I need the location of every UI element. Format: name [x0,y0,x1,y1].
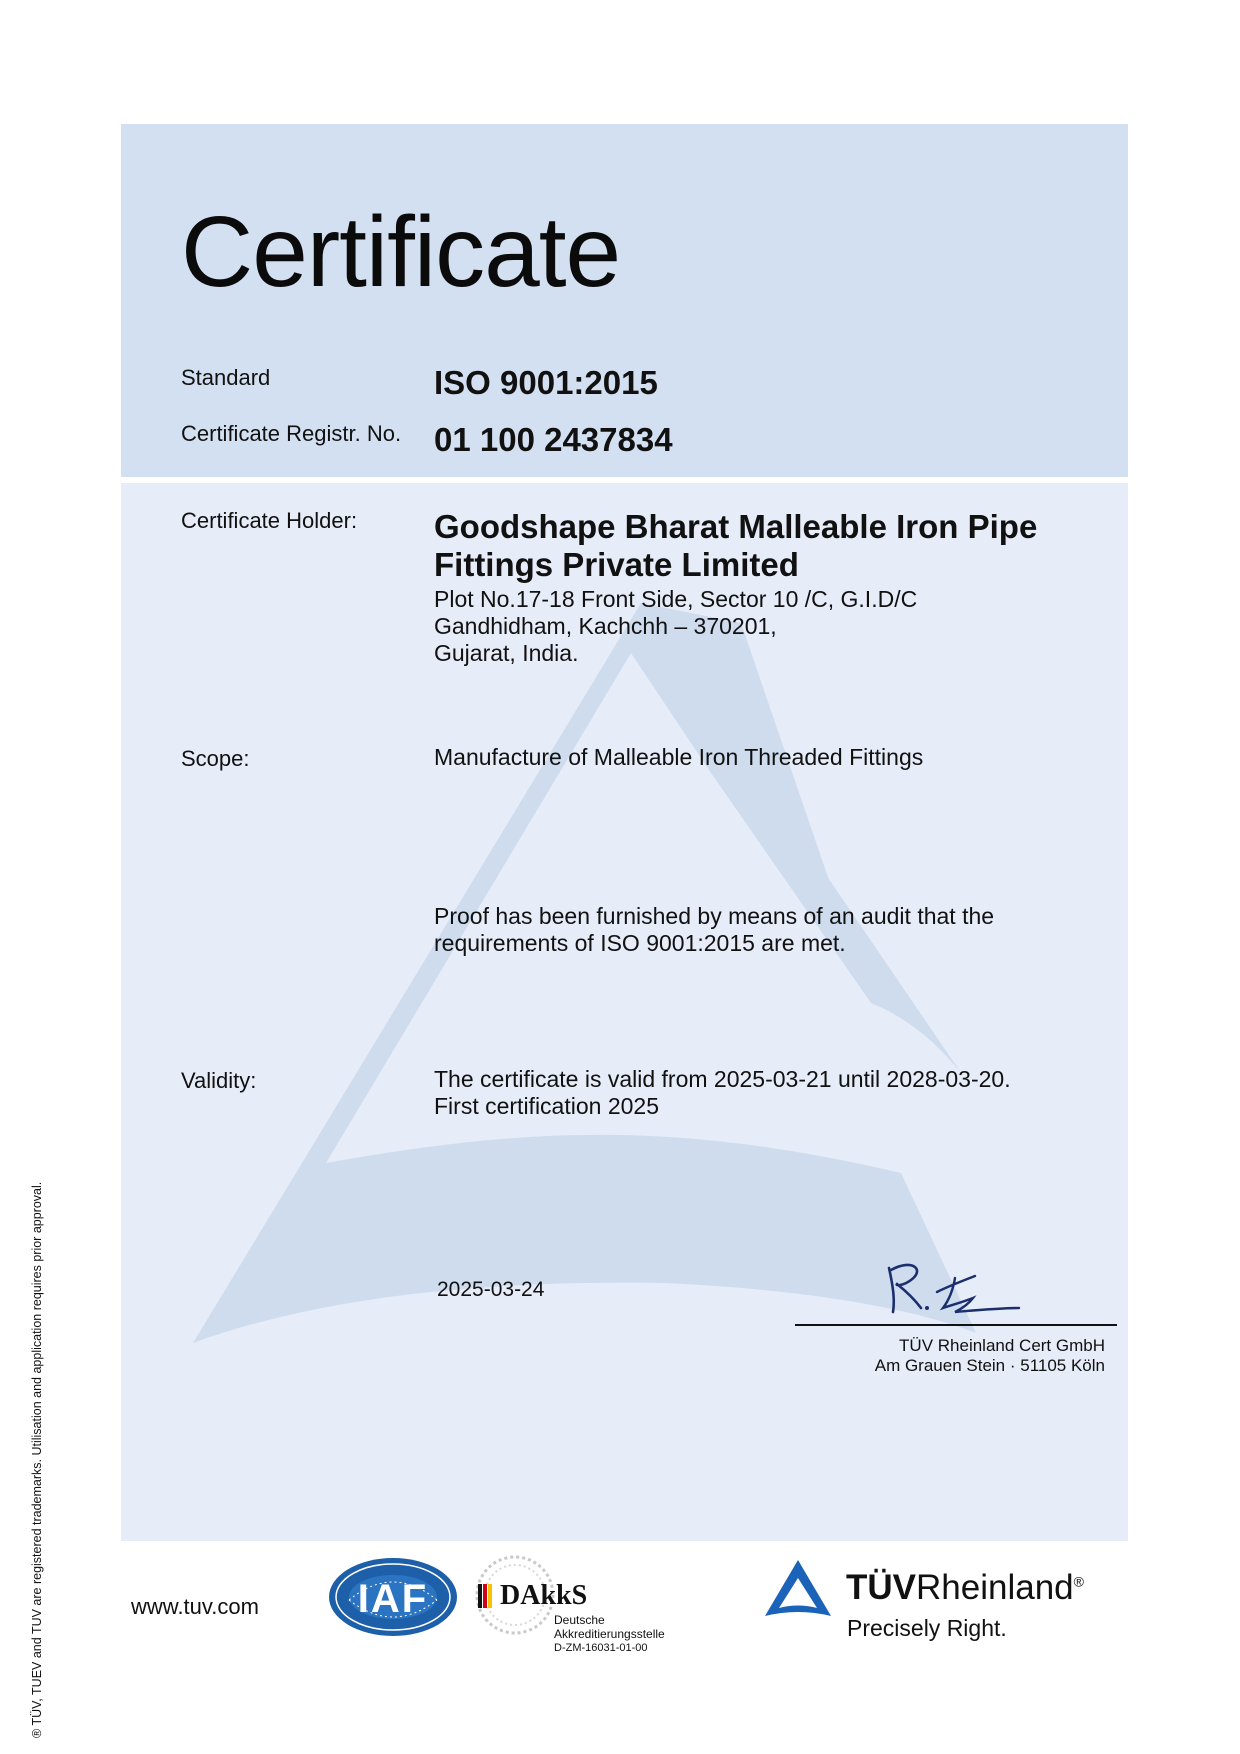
issue-date: 2025-03-24 [437,1278,545,1301]
proof-line2: requirements of ISO 9001:2015 are met. [434,930,846,956]
dakks-name: DAkkS [500,1580,588,1611]
holder-name-line1: Goodshape Bharat Malleable Iron Pipe [434,508,1038,545]
issuer-name: TÜV Rheinland Cert GmbH [899,1336,1105,1355]
body-panel [121,483,1128,1541]
scope-value: Manufacture of Malleable Iron Threaded Fittings [434,744,924,770]
tuv-brand [846,1568,1084,1608]
certificate-title: Certificate [181,196,621,308]
website-link[interactable]: www.tuv.com [131,1594,259,1619]
issuer-address: Am Grauen Stein · 51105 Köln [874,1356,1105,1375]
validity-line1: The certificate is valid from 2025-03-21 until 2028-03-20. [434,1066,1011,1092]
tuv-triangle-icon [763,1558,833,1620]
issuer-block [785,1336,1105,1376]
address-line1: Plot No.17-18 Front Side, Sector 10 /C, G.I.D/C [434,586,918,612]
dakks-accreditation-number: D-ZM-16031-01-00 [554,1642,648,1654]
address-line3: Gujarat, India. [434,640,579,666]
validity-text [434,1066,1011,1120]
iaf-logo [327,1556,459,1638]
dakks-logo [474,1550,684,1654]
holder-name-line2: Fittings Private Limited [434,546,799,583]
header-panel [121,124,1128,477]
registered-mark: ® [1073,1573,1084,1590]
signature-line [795,1324,1117,1326]
dakks-line1: Deutsche [554,1613,605,1627]
validity-label: Validity: [181,1068,257,1093]
standard-value: ISO 9001:2015 [434,364,658,401]
tuv-brand-bold: TÜV [846,1568,916,1607]
tuv-tagline: Precisely Right. [847,1615,1007,1641]
trademark-note: ® TÜV, TUEV and TUV are registered trademarks. Utilisation and application requires prior approval. [30,1181,44,1738]
standard-label: Standard [181,365,271,390]
dakks-line2: Akkreditierungsstelle [554,1627,665,1641]
proof-statement [434,903,994,957]
registration-number: 01 100 2437834 [434,421,673,458]
holder-name [434,508,1074,584]
proof-line1: Proof has been furnished by means of an audit that the [434,903,995,929]
validity-line2: First certification 2025 [434,1093,659,1119]
scope-label: Scope: [181,746,250,771]
holder-address [434,586,917,667]
iaf-text: IAF [357,1577,429,1621]
holder-label: Certificate Holder: [181,508,358,533]
tuv-brand-regular: Rheinland [916,1568,1074,1607]
address-line2: Gandhidham, Kachchh – 370201, [434,613,777,639]
signature [883,1256,1023,1318]
registration-label: Certificate Registr. No. [181,421,402,446]
